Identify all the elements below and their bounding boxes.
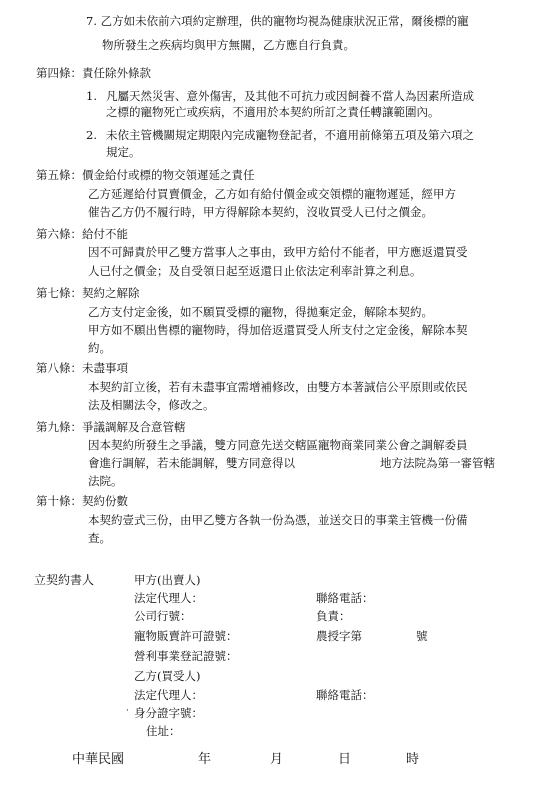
section-9-heading: 第九條：爭議調解及合意管轄 [36,420,186,434]
section-8-line1: 本契約訂立後，若有未盡事宜需增補修改，由雙方本著誠信公平原則或依民 [88,380,468,394]
clause-item-text: 乙方如未依前六項約定辦理，供的寵物均視為健康狀況正常，爾後標的寵 [100,14,469,28]
section-9-line1: 因本契約所發生之爭議，雙方同意先送交轄區寵物商業同業公會之調解委員 [88,438,468,452]
section-9-line3: 法院。 [88,474,123,488]
date-day: 日 [338,752,352,767]
section-4-item-1-line2: 之標的寵物死亡或疾病，不適用於本契約所訂之責任轉讓範圍內。 [106,105,440,119]
section-7-heading: 第七條：契約之解除 [36,286,140,300]
section-7-line2: 甲方如不願出售標的寵物時，得加倍返還買受人所支付之定金後，解除本契 [88,323,468,337]
id-number-label: 身分證字號： [134,706,203,720]
party-b-contact-label: 聯絡電話： [316,688,374,702]
section-6-line2: 人已付之價金；及自受領日起至返還日止依法定利率計算之利息。 [88,264,422,278]
permit-word-label: 農授字第 [316,629,362,643]
section-9-line2a: 會進行調解，若未能調解，雙方同意得以 [88,456,295,470]
section-8-line2: 法及相關法令，修改之。 [88,398,215,412]
address-label: 住址： [146,724,181,738]
section-5-heading: 第五條：價金給付或標的物交領遲延之責任 [36,168,255,182]
party-b-representative-label: 法定代理人： [134,688,203,702]
business-registration-label: 營利事業登記證號： [134,649,238,663]
section-4-item-2-number: 2. [86,128,97,142]
party-b-label: 乙方(買受人) [134,669,201,683]
section-7-line1: 乙方支付定金後，如不願買受標的寵物，得拋棄定金，解除本契約。 [88,305,433,319]
permit-number-label: 號 [416,629,428,643]
clause-item-7-line2: 物所發生之疾病均與甲方無關，乙方應自行負責。 [102,38,355,52]
party-a-label: 甲方(出賣人) [134,573,201,587]
section-5-line1: 乙方延遲給付買賣價金，乙方如有給付價金或交領標的寵物遲延，經甲方 [88,187,456,201]
section-5-line2: 催告乙方仍不履行時，甲方得解除本契約，沒收買受人已付之價金。 [88,205,433,219]
section-10-line1: 本契約壹式三份，由甲乙雙方各執一份為憑，並送交日的事業主管機一份備 [88,513,468,527]
scan-speck: · [126,706,129,716]
section-7-line3: 約。 [88,341,111,355]
date-year: 年 [198,752,212,767]
clause-item-number: 7. [86,14,97,28]
company-label: 公司行號： [134,609,192,623]
pet-sales-permit-label: 寵物販賣許可證號： [134,629,238,643]
owner-label: 負責： [316,609,351,623]
date-month: 月 [270,752,284,767]
section-10-heading: 第十條：契約份數 [36,494,128,508]
date-hour: 時 [406,752,420,767]
party-a-contact-label: 聯絡電話： [316,591,374,605]
clause-item-7 [86,14,469,28]
section-10-line2: 查。 [88,531,111,545]
section-4-item-2-line1: 未依主管機關規定期限內完成寵物登記者，不適用前條第五項及第六項之 [106,128,474,142]
section-4-item-1-number: 1. [86,89,97,103]
section-6-heading: 第六條：給付不能 [36,227,128,241]
section-8-heading: 第八條：未盡事項 [36,361,128,375]
section-4-item-2-line2: 規定。 [106,145,141,159]
section-4-heading: 第四條：責任除外條款 [36,66,151,80]
section-6-line1: 因不可歸責於甲乙雙方當事人之事由，致甲方給付不能者，甲方應返還買受 [88,245,468,259]
party-a-representative-label: 法定代理人： [134,591,203,605]
date-era: 中華民國 [72,752,125,767]
signatories-title: 立契約書人 [34,573,95,587]
section-9-line2b: 地方法院為第一審管轄 [380,456,495,470]
section-4-item-1-line1: 凡屬天然災害、意外傷害，及其他不可抗力或因飼養不當人為因素所造成 [106,89,474,103]
